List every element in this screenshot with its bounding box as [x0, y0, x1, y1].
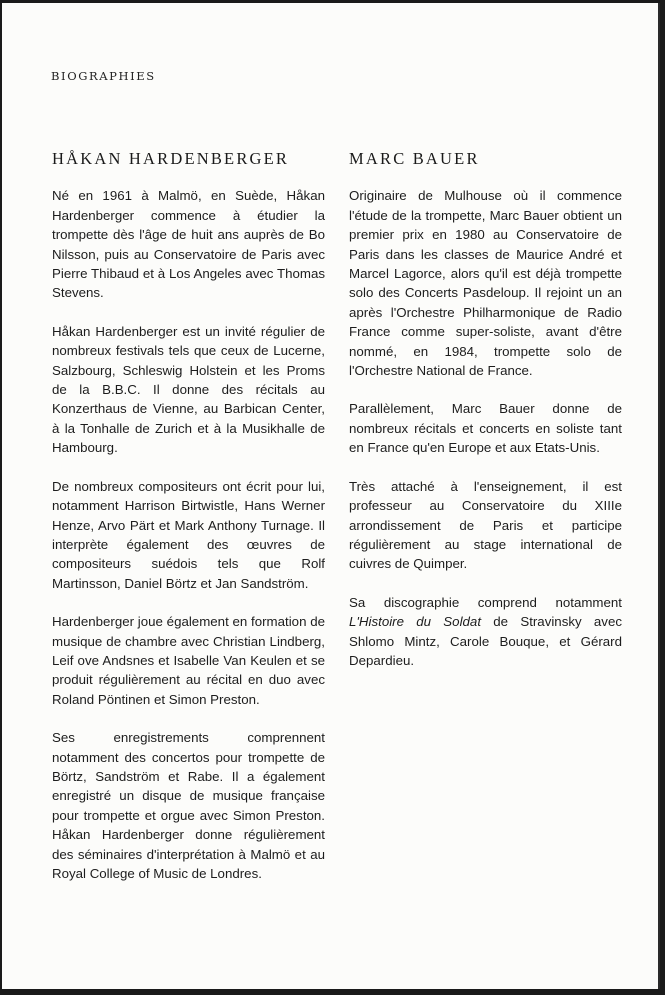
biography-column-hardenberger [52, 149, 325, 902]
artist-name-bauer: MARC BAUER [349, 149, 480, 168]
bio-paragraph: Hardenberger joue également en formation de musique de chambre avec Christian Lindberg, Leif ove Andsnes et Isabelle Van Keulen et se produit régulièrement au récital en duo avec Roland Pöntinen et Simon Preston. [52, 614, 325, 707]
discography-text-before: Sa discographie comprend notamment [349, 594, 622, 610]
bio-paragraph: Håkan Hardenberger est un invité régulier de nombreux festivals tels que ceux de Lucerne, Salzbourg, Schleswig Holstein et les Proms de la B.B.C. Il donne des récitals au Konzerthaus de Vienne, au Barbican Center, à la Tonhalle de Zurich et à la Musikhalle de Hambourg. [52, 323, 325, 456]
bio-paragraph: Très attaché à l'enseignement, il est professeur au Conservatoire du XIIIe arrondissement de Paris et participe régulièrement au stage international de cuivres de Quimper. [349, 478, 622, 572]
bio-paragraph: De nombreux compositeurs ont écrit pour lui, notamment Harrison Birtwistle, Hans Werner Henze, Arvo Pärt et Mark Anthony Turnage. Il interprète également des œuvres de compositeurs suédois tels que Rolf Martinsson, Daniel Börtz et Jan Sandström. [52, 478, 325, 591]
biography-column-bauer [349, 149, 622, 689]
bio-paragraph: Né en 1961 à Malmö, en Suède, Håkan Hardenberger commence à étudier la trompette dès l'âge de huit ans auprès de Bo Nilsson, puis au Conservatoire de Paris avec Pierre Thibaud et à Los Angeles avec Thomas Stevens. [52, 188, 325, 301]
bio-paragraph: Originaire de Mulhouse où il commence l'étude de la trompette, Marc Bauer obtient un premier prix en 1980 au Conservatoire de Paris dans les classes de Maurice André et Marcel Lagorce, alors qu'il est déjà trompette solo des Concerts Pasdeloup. Il rejoint un an après l'Orchestre Philharmonique de Radio France comme super-soliste, avant d'être nommé, en 1984, trompette solo de l'Orchestre National de France. [349, 188, 622, 379]
discography-text-after: de Stravinsky avec Shlomo Mintz, Carole Bouque, et Gérard Depardieu. [349, 614, 622, 668]
artist-name-hardenberger: HÅKAN HARDENBERGER [52, 149, 290, 168]
bio-paragraph-discography [349, 593, 622, 671]
bio-paragraph: Ses enregistrements comprennent notamment des concertos pour trompette de Börtz, Sandström et Rabe. Il a également enregistré un disque de musique française pour trompette et orgue avec Simon Preston. Håkan Hardenberger donne régulièrement des séminaires d'interprétation à Malmö et au Royal College of Music de Londres. [52, 730, 325, 881]
discography-work-title: L'Histoire du Soldat [349, 614, 482, 630]
bio-paragraph: Parallèlement, Marc Bauer donne de nombreux récitals et concerts en soliste tant en France qu'en Europe et aux Etats-Unis. [349, 401, 622, 456]
page [2, 3, 660, 989]
section-label: BIOGRAPHIES [51, 69, 156, 83]
